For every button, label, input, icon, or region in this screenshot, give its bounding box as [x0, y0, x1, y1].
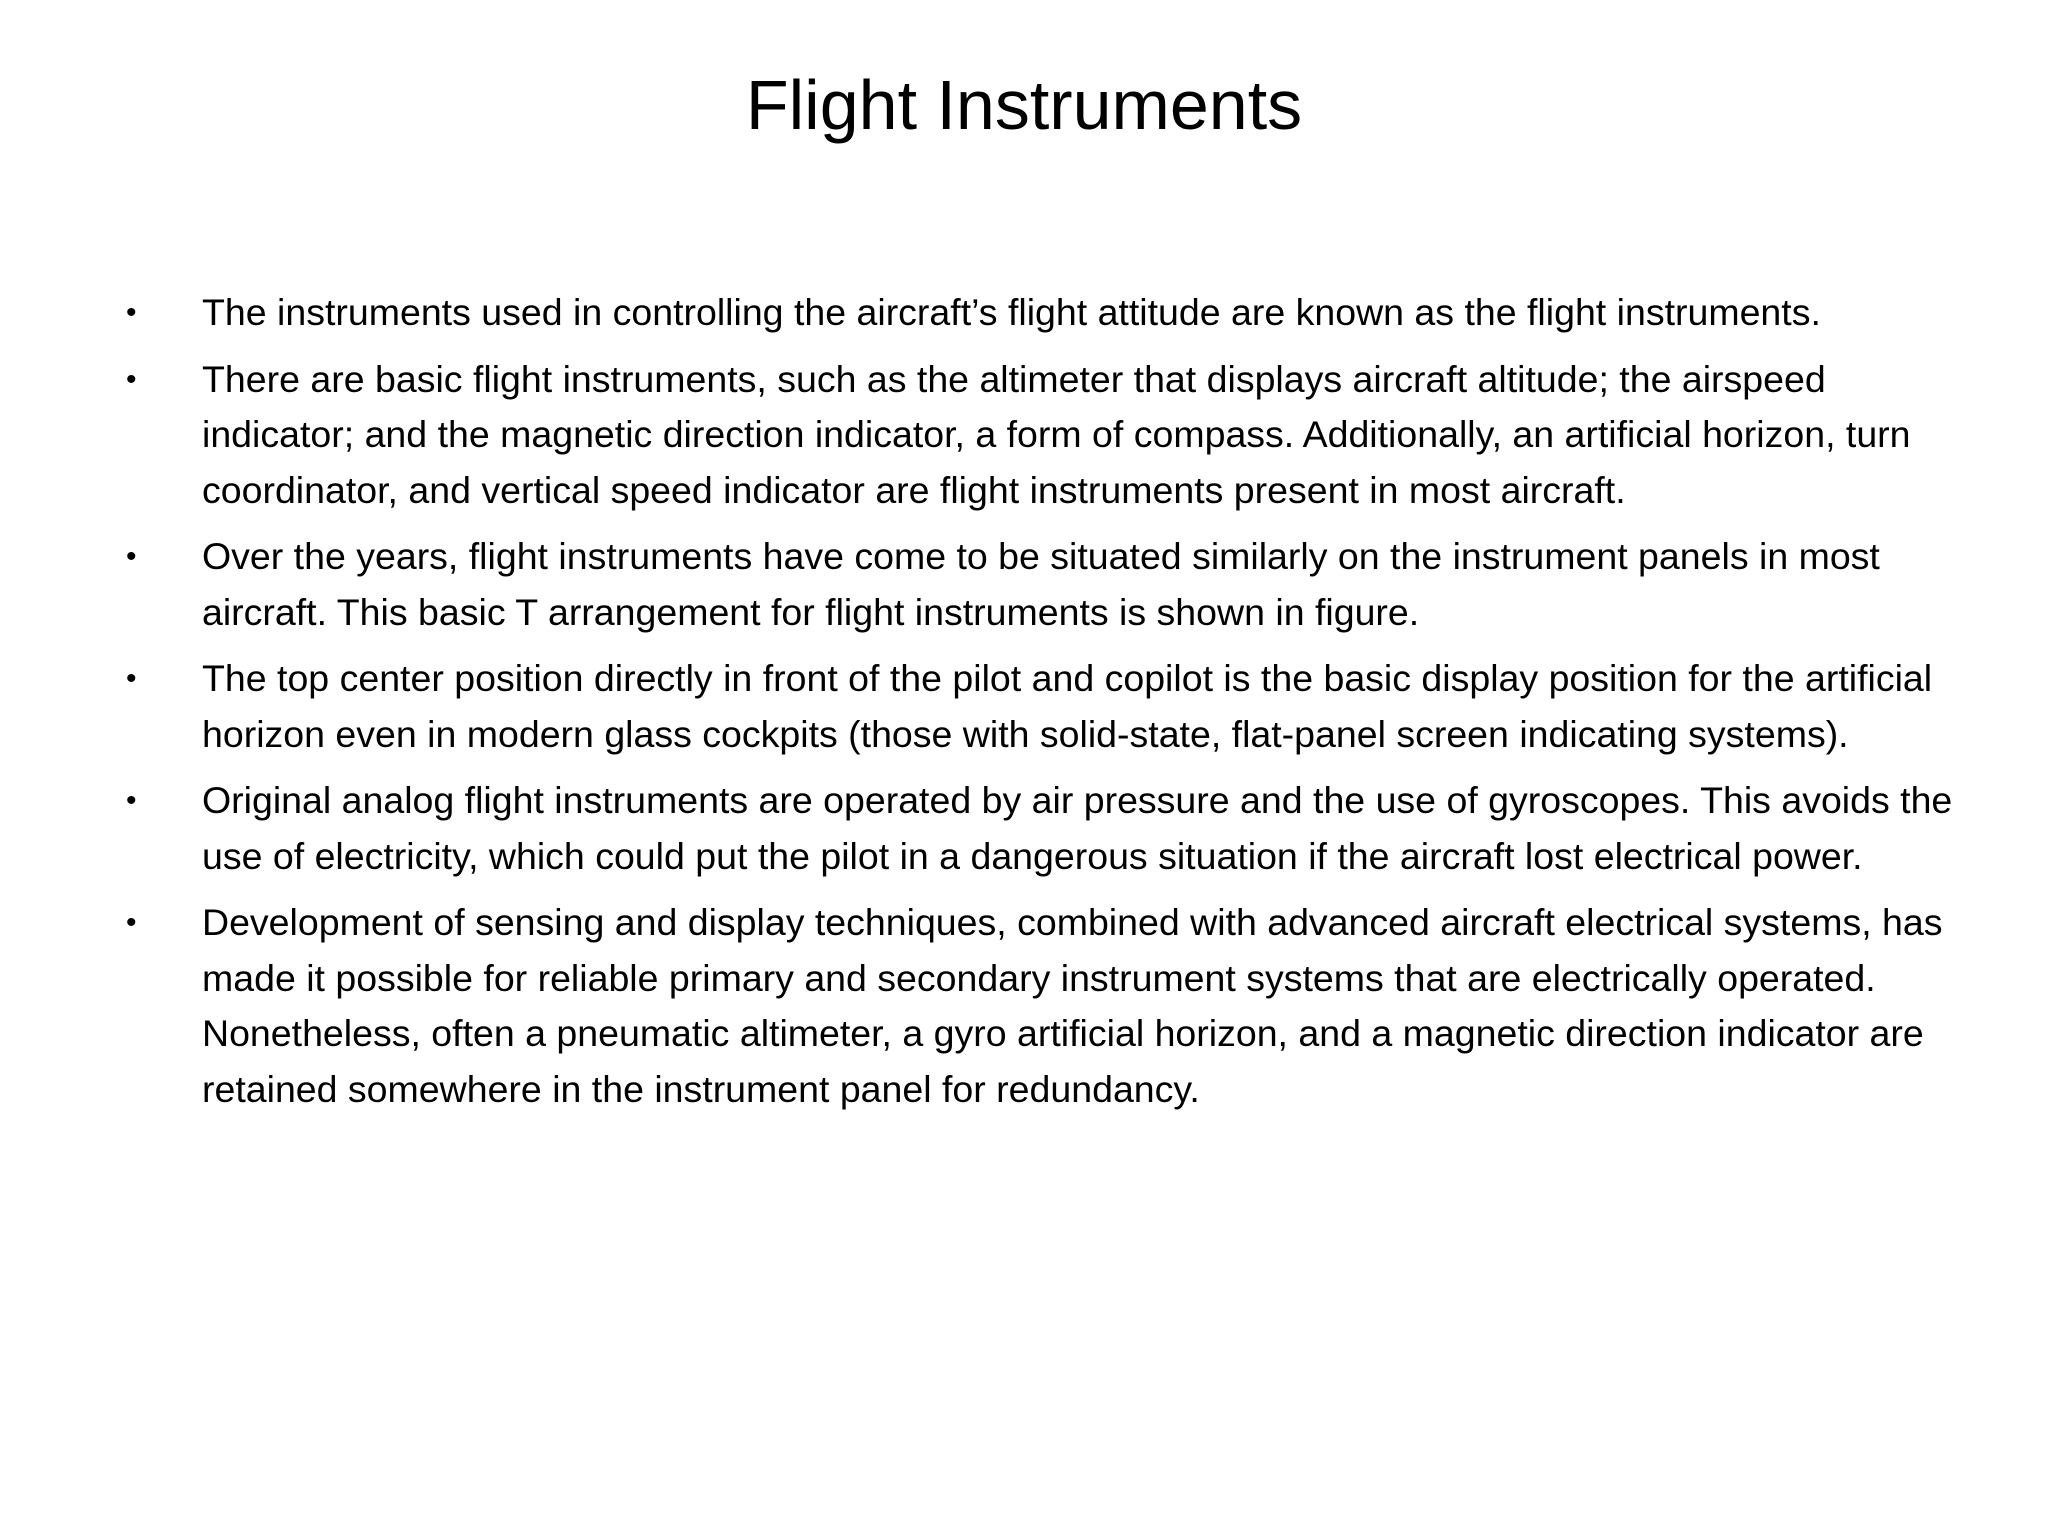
bullet-text: Original analog flight instruments are operated by air pressure and the use of gyroscopes. This avoids the use of electricity, which could put the pilot in a dangerous situation if the aircraft lost electrical power. — [202, 779, 1953, 877]
bullet-item — [118, 773, 1958, 884]
bullet-text: The top center position directly in front of the pilot and copilot is the basic display position for the artificial horizon even in modern glass cockpits (those with solid-state, flat-panel screen indicating systems). — [202, 657, 1933, 755]
bullet-dot-icon: • — [126, 362, 137, 396]
bullet-dot-icon: • — [126, 906, 137, 939]
bullet-dot-icon: • — [126, 662, 137, 695]
bullet-item — [118, 352, 1958, 519]
bullet-item — [118, 529, 1958, 640]
bullet-text: The instruments used in controlling the aircraft’s flight attitude are known as the flight instruments. — [202, 291, 1821, 333]
bullet-dot-icon: • — [126, 296, 137, 329]
bullet-text: Development of sensing and display techniques, combined with advanced aircraft electrical systems, has made it possible for reliable primary and secondary instrument systems that are electrically operated. Nonetheless, often a pneumatic altimeter, a gyro artificial horizon, and a magnetic direction indicator are retained somewhere in the instrument panel for redundancy. — [202, 901, 1943, 1110]
slide-title: Flight Instruments — [745, 66, 1303, 144]
bullet-item — [118, 895, 1958, 1117]
bullet-text: Over the years, flight instruments have come to be situated similarly on the instrument panels in most aircraft. This basic T arrangement for flight instruments is shown in figure. — [202, 535, 1880, 633]
bullet-dot-icon: • — [126, 784, 137, 817]
bullet-text: There are basic flight instruments, such as the altimeter that displays aircraft altitude; the airspeed indicator; and the magnetic direction indicator, a form of compass. Additionally, an artificial horizon, turn coordinator, and vertical speed indicator are flight instruments present in most aircraft. — [202, 357, 1911, 511]
bullet-item — [118, 285, 1958, 341]
bullet-item — [118, 651, 1958, 762]
bullet-list — [118, 285, 1958, 1128]
bullet-dot-icon: • — [126, 540, 137, 573]
